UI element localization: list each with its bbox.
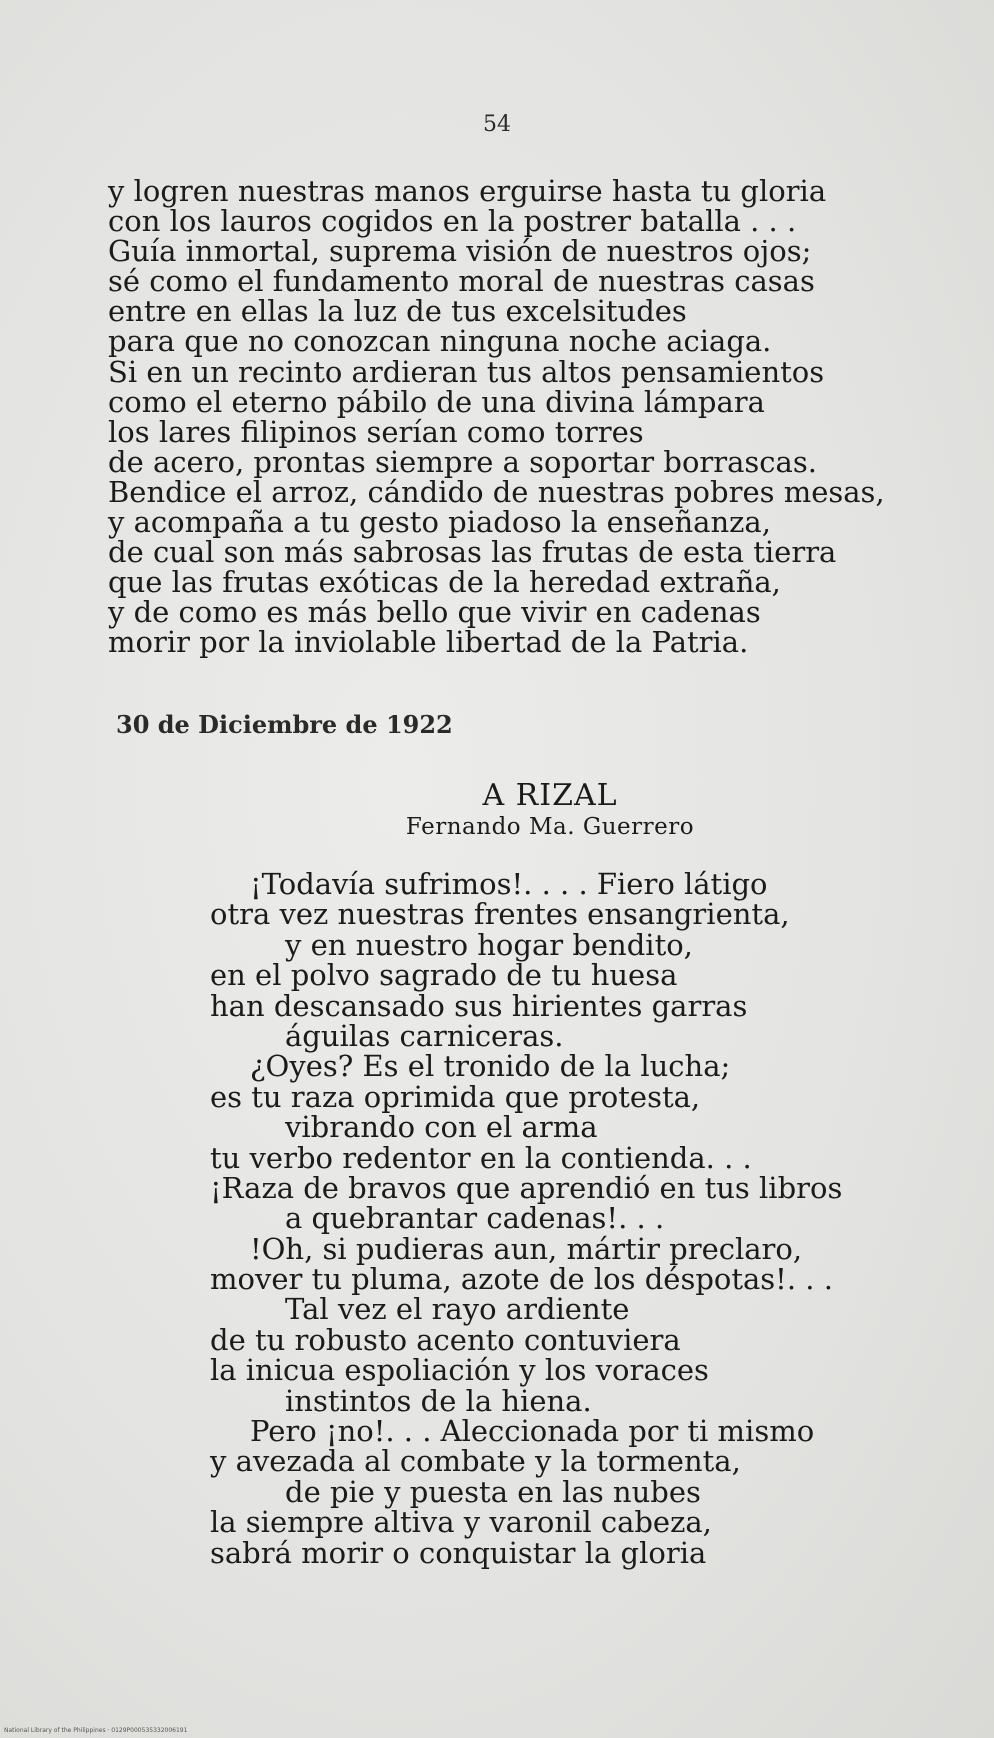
verse-line: otra vez nuestras frentes ensangrienta, — [210, 897, 790, 932]
verse-line: instintos de la hiena. — [285, 1383, 592, 1418]
verse-line: a quebrantar cadenas!. . . — [285, 1201, 665, 1236]
verse-line: en el polvo sagrado de tu huesa — [210, 958, 678, 993]
verse-line: de pie y puesta en las nubes — [285, 1474, 701, 1509]
poem-author: Fernando Ma. Guerrero — [405, 814, 695, 840]
verse-line: sabrá morir o conquistar la gloria — [210, 1535, 707, 1570]
verse-line: para que no conozcan ninguna noche aciaga. — [108, 324, 772, 359]
verse-line: de tu robusto acento contuviera — [210, 1322, 681, 1357]
verse-line: de cual son más sabrosas las frutas de esta tierra — [108, 535, 837, 570]
page-number: 54 — [483, 112, 511, 137]
verse-line: Bendice el arroz, cándido de nuestras pobres mesas, — [108, 474, 885, 509]
verse-line: y logren nuestras manos erguirse hasta tu gloria — [108, 174, 827, 208]
verse-line: ¡Raza de bravos que aprendió en tus libros — [210, 1170, 843, 1205]
verse-line: que las frutas exóticas de la heredad extraña, — [108, 565, 781, 600]
verse-line: Tal vez el rayo ardiente — [285, 1292, 630, 1327]
verse-line: !Oh, si pudieras aun, mártir preclaro, — [250, 1231, 803, 1266]
verse-line: sé como el fundamento moral de nuestras casas — [108, 264, 815, 299]
poem-body — [210, 869, 842, 1568]
verse-line: de acero, prontas siempre a soportar borrascas. — [108, 444, 817, 479]
verse-line: y avezada al combate y la tormenta, — [210, 1444, 741, 1479]
verse-line: Guía inmortal, suprema visión de nuestros ojos; — [108, 234, 812, 269]
verse-line: y de como es más bello que vivir en cadenas — [108, 595, 761, 630]
verse-line: Si en un recinto ardieran tus altos pensamientos — [108, 354, 825, 389]
verse-line: entre en ellas la luz de tus excelsitudes — [108, 294, 687, 329]
verse-line: la siempre altiva y varonil cabeza, — [210, 1505, 712, 1540]
verse-line: ¿Oyes? Es el tronido de la lucha; — [250, 1049, 731, 1084]
verse-line: como el eterno pábilo de una divina lámpara — [108, 384, 765, 419]
verse-line: tu verbo redentor en la contienda. . . — [210, 1140, 752, 1175]
poem-continuation — [108, 176, 885, 658]
verse-line: los lares filipinos serían como torres — [108, 414, 644, 449]
verse-line: y en nuestro hogar bendito, — [285, 927, 693, 962]
verse-line: águilas carniceras. — [285, 1018, 564, 1053]
verse-line: Pero ¡no!. . . Aleccionada por ti mismo — [250, 1414, 815, 1449]
scan-footer: National Library of the Philippines · 0129P000535332006191 — [4, 1727, 188, 1734]
verse-line: han descansado sus hirientes garras — [210, 988, 748, 1023]
verse-line: morir por la inviolable libertad de la Patria. — [108, 625, 749, 660]
verse-line: ¡Todavía sufrimos!. . . . Fiero látigo — [250, 867, 768, 901]
poem-date: 30 de Diciembre de 1922 — [116, 710, 453, 739]
poem-title: A RIZAL — [482, 778, 618, 813]
verse-line: con los lauros cogidos en la postrer batalla . . . — [108, 204, 797, 239]
verse-line: y acompaña a tu gesto piadoso la enseñanza, — [108, 505, 771, 540]
verse-line: mover tu pluma, azote de los déspotas!. . . — [210, 1262, 833, 1297]
verse-line: la inicua espoliación y los voraces — [210, 1353, 709, 1388]
verse-line: es tu raza oprimida que protesta, — [210, 1079, 701, 1114]
verse-line: vibrando con el arma — [285, 1110, 598, 1145]
